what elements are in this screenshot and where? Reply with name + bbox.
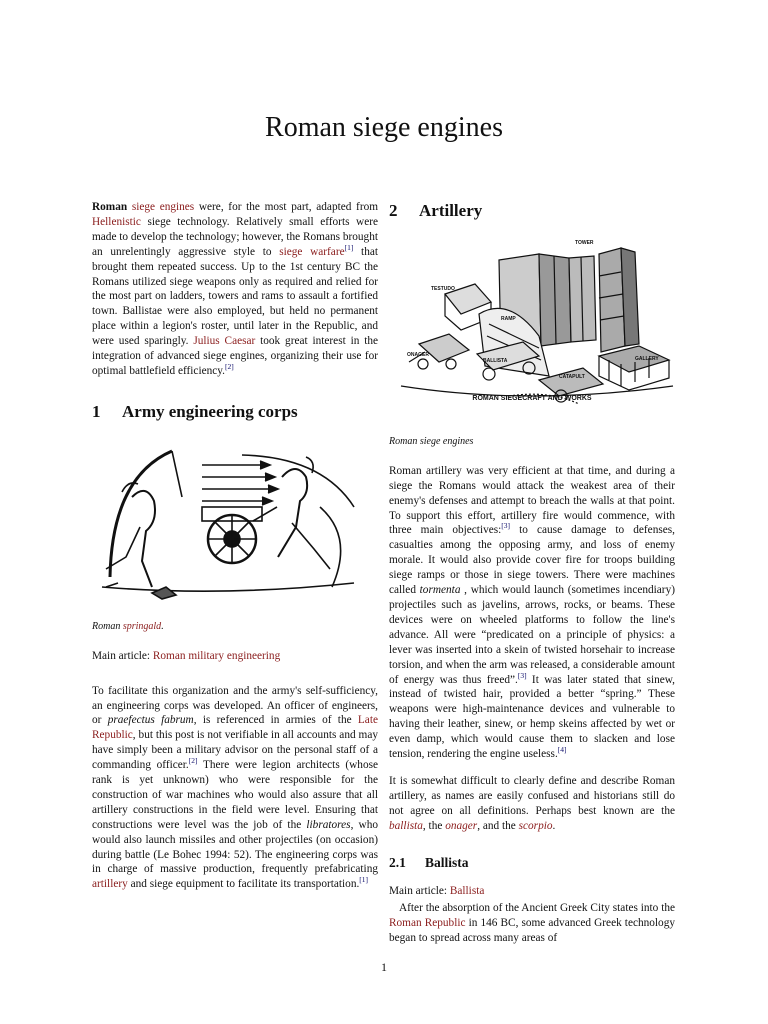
section-2-1-number: 2.1: [389, 854, 406, 870]
link-hellenistic[interactable]: Hellenistic: [92, 215, 141, 228]
intro-text-3: that brought them repeated success. Up to the 1st century BC the Romans utilized siege weapons only as required and relied for the most part on ladders, towers and rams to assault a fortified town. Ballistae were also employed, but held no permanent place within a legion's roster, until later in the Republic, and were used sparingly.: [92, 245, 378, 348]
s1-text-b: , is referenced in armies of the: [193, 714, 358, 727]
ref-s1-1[interactable]: [1]: [359, 875, 369, 885]
link-onager[interactable]: onager: [445, 819, 478, 832]
section-2-paragraph-2: [389, 774, 675, 834]
s1-italic-praefectus: praefectus fabrum: [107, 714, 194, 727]
label-ballista: BALLISTA: [483, 358, 508, 364]
s2p2-sep-2: , and the: [477, 819, 519, 832]
s1-text-c: , but this post is not verifiable in all accounts and may have simply been a military advisor on the personal staff of a commanding officer.: [92, 729, 378, 772]
s2p2-end: .: [552, 819, 556, 832]
ref-s2-3a[interactable]: [3]: [501, 521, 511, 531]
link-late-republic[interactable]: Late Republic: [92, 714, 378, 742]
label-onager: ONAGER: [407, 352, 429, 358]
ref-1[interactable]: [1]: [344, 242, 354, 252]
section-2-1-paragraph: [389, 901, 675, 946]
intro-text-1: were, for the most part, adapted from: [194, 201, 379, 213]
link-springald[interactable]: springald: [122, 620, 162, 632]
ref-s2-3b[interactable]: [3]: [517, 670, 527, 680]
section-2-title: Artillery: [419, 201, 483, 220]
section-2-number: 2: [389, 201, 398, 220]
s1-text-a: To facilitate this organization and the army's self-sufficiency, an engineering corps was developed. An officer of engineers, or: [92, 684, 378, 727]
main-article-note-2: [389, 884, 675, 899]
intro-bold: Roman: [92, 201, 128, 213]
label-gallery: GALLERY: [635, 356, 659, 362]
section-2-paragraph-1: [389, 464, 675, 762]
s1-italic-libratores: libratores: [306, 818, 351, 831]
section-1-title: Army engineering corps: [122, 401, 298, 421]
link-scorpio[interactable]: scorpio: [518, 819, 553, 832]
s2-text-b: to cause damage to defenses, casualties among the opposing army, and loss of enemy morale. It would also provide cover fire for troops building siege ramps or those in siege towers. There were machines called: [389, 524, 675, 597]
s2p2-sep-1: , the: [422, 819, 446, 832]
link-siege-warfare[interactable]: siege warfare: [279, 245, 345, 258]
section-2-heading: [389, 200, 675, 222]
siegecraft-figure: [389, 236, 675, 441]
intro-paragraph: [92, 200, 378, 379]
section-1-heading: [92, 401, 378, 423]
label-tower: TOWER: [575, 240, 594, 246]
link-artillery[interactable]: artillery: [92, 878, 128, 891]
link-julius-caesar[interactable]: Julius Caesar: [193, 335, 256, 348]
link-ballista[interactable]: Ballista: [449, 885, 485, 898]
s21-text-b: in 146 BC, some advanced Greek technology began to spread across many areas of: [389, 917, 676, 945]
section-1-number: 1: [92, 401, 101, 421]
s1-text-e: , who would also launch missiles and other projectiles (on occasion) during battle (Le Bohec 1994: 52). The engineering corps was in charge of massive production, frequently prefabricating: [92, 818, 378, 876]
s2-text-a: Roman artillery was very efficient at that time, and during a siege the Romans would attack the weakest area of their enemy's defenses and attempt to breach the walls at that point. To support this effort, artillery fire would commence, with three main objectives:: [389, 464, 675, 537]
label-catapult: CATAPULT: [559, 374, 585, 380]
s2p2-text: It is somewhat difficult to clearly define and describe Roman artillery, as names are easily confused and historians still do not agree on all definitions. Perhaps best known are the: [389, 774, 675, 817]
s2-italic-tormenta: tormenta: [419, 584, 461, 597]
page-title: Roman siege engines: [265, 112, 503, 143]
label-ramp: RAMP: [501, 316, 516, 322]
springald-caption: [92, 620, 378, 635]
figure-inner-caption: ROMAN SIEGECRAFT AND WORKS: [472, 395, 592, 402]
siegecraft-caption: Roman siege engines: [389, 435, 474, 447]
ref-s2-4[interactable]: [4]: [557, 745, 567, 755]
link-roman-military-engineering[interactable]: Roman military engineering: [152, 649, 281, 662]
link-siege-engines[interactable]: siege engines: [131, 201, 195, 213]
siegecraft-illustration: [389, 236, 675, 436]
intro-text-4: took great interest in the integration of advanced siege engines, organizing their use for optimal battlefield efficiency.: [92, 335, 378, 377]
intro-text-2: siege technology. Relatively small efforts were made to develop the technology; however, the Romans brought an unrelentingly aggressive style to: [92, 215, 378, 258]
main-article-label: Main article:: [92, 649, 153, 662]
right-column: [389, 200, 675, 958]
s2-text-c: , which would launch (sometimes incendiary) projectiles such as javelins, arrows, rocks, or beams. These devices were on wheeled platforms to follow the line's advance. All were “predicated on a principle of physics: a lever was inserted into a skein of twisted horsehair to increase torsion, and when the arm was released, a considerable amount of energy was thus freed”.: [389, 584, 675, 686]
left-column: [92, 200, 378, 904]
springald-illustration: [92, 437, 364, 607]
s1-text-f: and siege equipment to facilitate its transportation.: [127, 878, 360, 891]
s2-text-d: It was later stated that sinew, instead of twisted hair, provided a better “spring.” These weapons were high-maintenance devices and vulnerable to having their leather, sinew, or hemp skeins affected by wet or even damp, which would cause them to slacken and lose tension, rendering the engine useless.: [389, 673, 676, 761]
page-number: 1: [381, 960, 387, 974]
section-2-1-heading: [389, 856, 675, 871]
springald-caption-prefix: Roman: [92, 620, 123, 632]
section-1-paragraph: [92, 684, 378, 893]
ref-2[interactable]: [2]: [225, 362, 234, 372]
s1-text-d: There were legion architects (whose rank is yet unknown) who were responsible for the construction of war machines who would also assure that all artillery constructions in the field were level. Ensuring that constructions were level was the job of the: [92, 759, 379, 831]
link-roman-republic[interactable]: Roman Republic: [389, 917, 466, 930]
label-testudo: TESTUDO: [431, 286, 455, 292]
main-article-label-2: Main article:: [389, 885, 450, 898]
main-article-note-1: [92, 649, 378, 664]
section-2-1-title: Ballista: [425, 854, 469, 870]
springald-caption-suffix: .: [161, 620, 164, 632]
springald-figure: [92, 437, 378, 612]
link-ballista-italic[interactable]: ballista: [389, 819, 423, 832]
s21-text-a: After the absorption of the Ancient Greek City states into the: [399, 902, 675, 915]
ref-s1-2[interactable]: [2]: [188, 756, 198, 766]
